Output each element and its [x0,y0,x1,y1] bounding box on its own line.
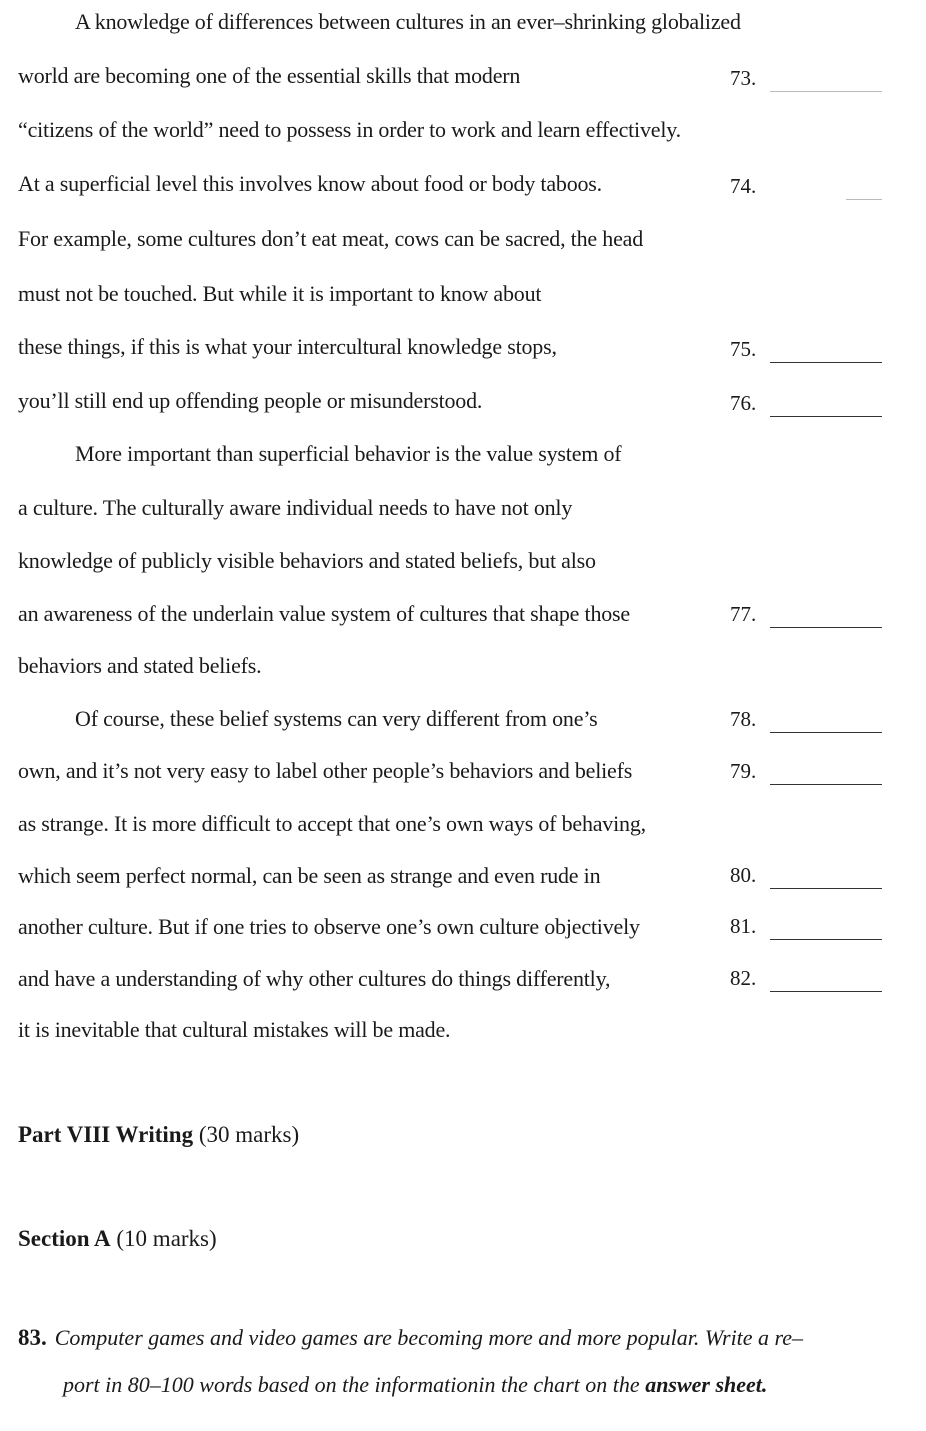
task-prompt-line-1 [18,1323,803,1353]
answer-line[interactable] [770,921,882,940]
answer-line[interactable] [770,398,882,417]
blank-number: 76. [730,391,757,415]
passage-line-19: and have a understanding of why other cultures do things differently, [18,966,611,991]
blank-number: 80. [730,863,757,887]
part-heading [18,1120,299,1150]
passage-line-9: More important than superficial behavior is the value system of [75,441,622,466]
blank-number: 73. [730,66,757,90]
task-number: 83. [18,1325,47,1350]
answer-blank-76 [730,389,882,417]
passage-line-12: an awareness of the underlain value system of cultures that shape those [18,601,630,626]
passage-line-17: which seem perfect normal, can be seen as strange and even rude in [18,863,601,888]
blank-number: 79. [730,759,757,783]
blank-number: 74. [730,174,757,198]
answer-blank-80 [730,861,882,889]
section-heading [18,1224,217,1254]
answer-blank-77 [730,600,882,628]
answer-blank-82 [730,964,882,992]
answer-line[interactable] [846,181,882,200]
passage-line-15: own, and it’s not very easy to label other people’s behaviors and beliefs [18,758,633,783]
passage-line-10: a culture. The culturally aware individual needs to have not only [18,495,573,520]
passage-line-16: as strange. It is more difficult to accept that one’s own ways of behaving, [18,811,646,836]
passage-line-13: behaviors and stated beliefs. [18,653,262,678]
answer-blank-78 [730,705,882,733]
passage-line-1: A knowledge of differences between cultures in an ever–shrinking globalized [75,9,741,34]
part-marks: (30 marks) [198,1122,300,1147]
task-text-1: Computer games and video games are becoming more and more popular. Write a re– [54,1325,804,1350]
blank-number: 77. [730,602,757,626]
passage-line-20: it is inevitable that cultural mistakes will be made. [18,1017,451,1042]
passage-line-18: another culture. But if one tries to observe one’s own culture objectively [18,914,640,939]
answer-line[interactable] [770,870,882,889]
blank-number: 78. [730,707,757,731]
passage-line-6: must not be touched. But while it is important to know about [18,281,542,306]
answer-line[interactable] [770,73,882,92]
passage-line-14: Of course, these belief systems can very different from one’s [75,706,598,731]
passage-line-7: these things, if this is what your intercultural knowledge stops, [18,334,557,359]
passage-line-4: At a superficial level this involves know about food or body taboos. [18,171,602,196]
answer-blank-73 [730,64,882,92]
passage-line-8: you’ll still end up offending people or misunderstood. [18,388,483,413]
section-marks: (10 marks) [116,1226,217,1251]
answer-blank-79 [730,757,882,785]
part-title: Part VIII Writing [18,1122,194,1147]
answer-line[interactable] [770,714,882,733]
blank-number: 75. [730,337,757,361]
task-text-2: port in 80–100 words based on the informationin the chart on the [63,1372,640,1397]
answer-blank-81 [730,912,882,940]
section-title: Section A [18,1226,111,1251]
answer-line[interactable] [770,766,882,785]
answer-blank-75 [730,335,882,363]
blank-number: 82. [730,966,757,990]
answer-blank-74 [730,172,882,200]
passage-line-11: knowledge of publicly visible behaviors and stated beliefs, but also [18,548,596,573]
answer-line[interactable] [770,344,882,363]
passage-line-3: “citizens of the world” need to possess in order to work and learn effectively. [18,117,681,142]
passage-line-5: For example, some cultures don’t eat meat, cows can be sacred, the head [18,226,643,251]
answer-line[interactable] [770,609,882,628]
task-prompt-line-2 [63,1370,767,1400]
answer-sheet-ref: answer sheet. [645,1372,768,1397]
passage-line-2: world are becoming one of the essential skills that modern [18,63,521,88]
blank-number: 81. [730,914,757,938]
answer-line[interactable] [770,973,882,992]
